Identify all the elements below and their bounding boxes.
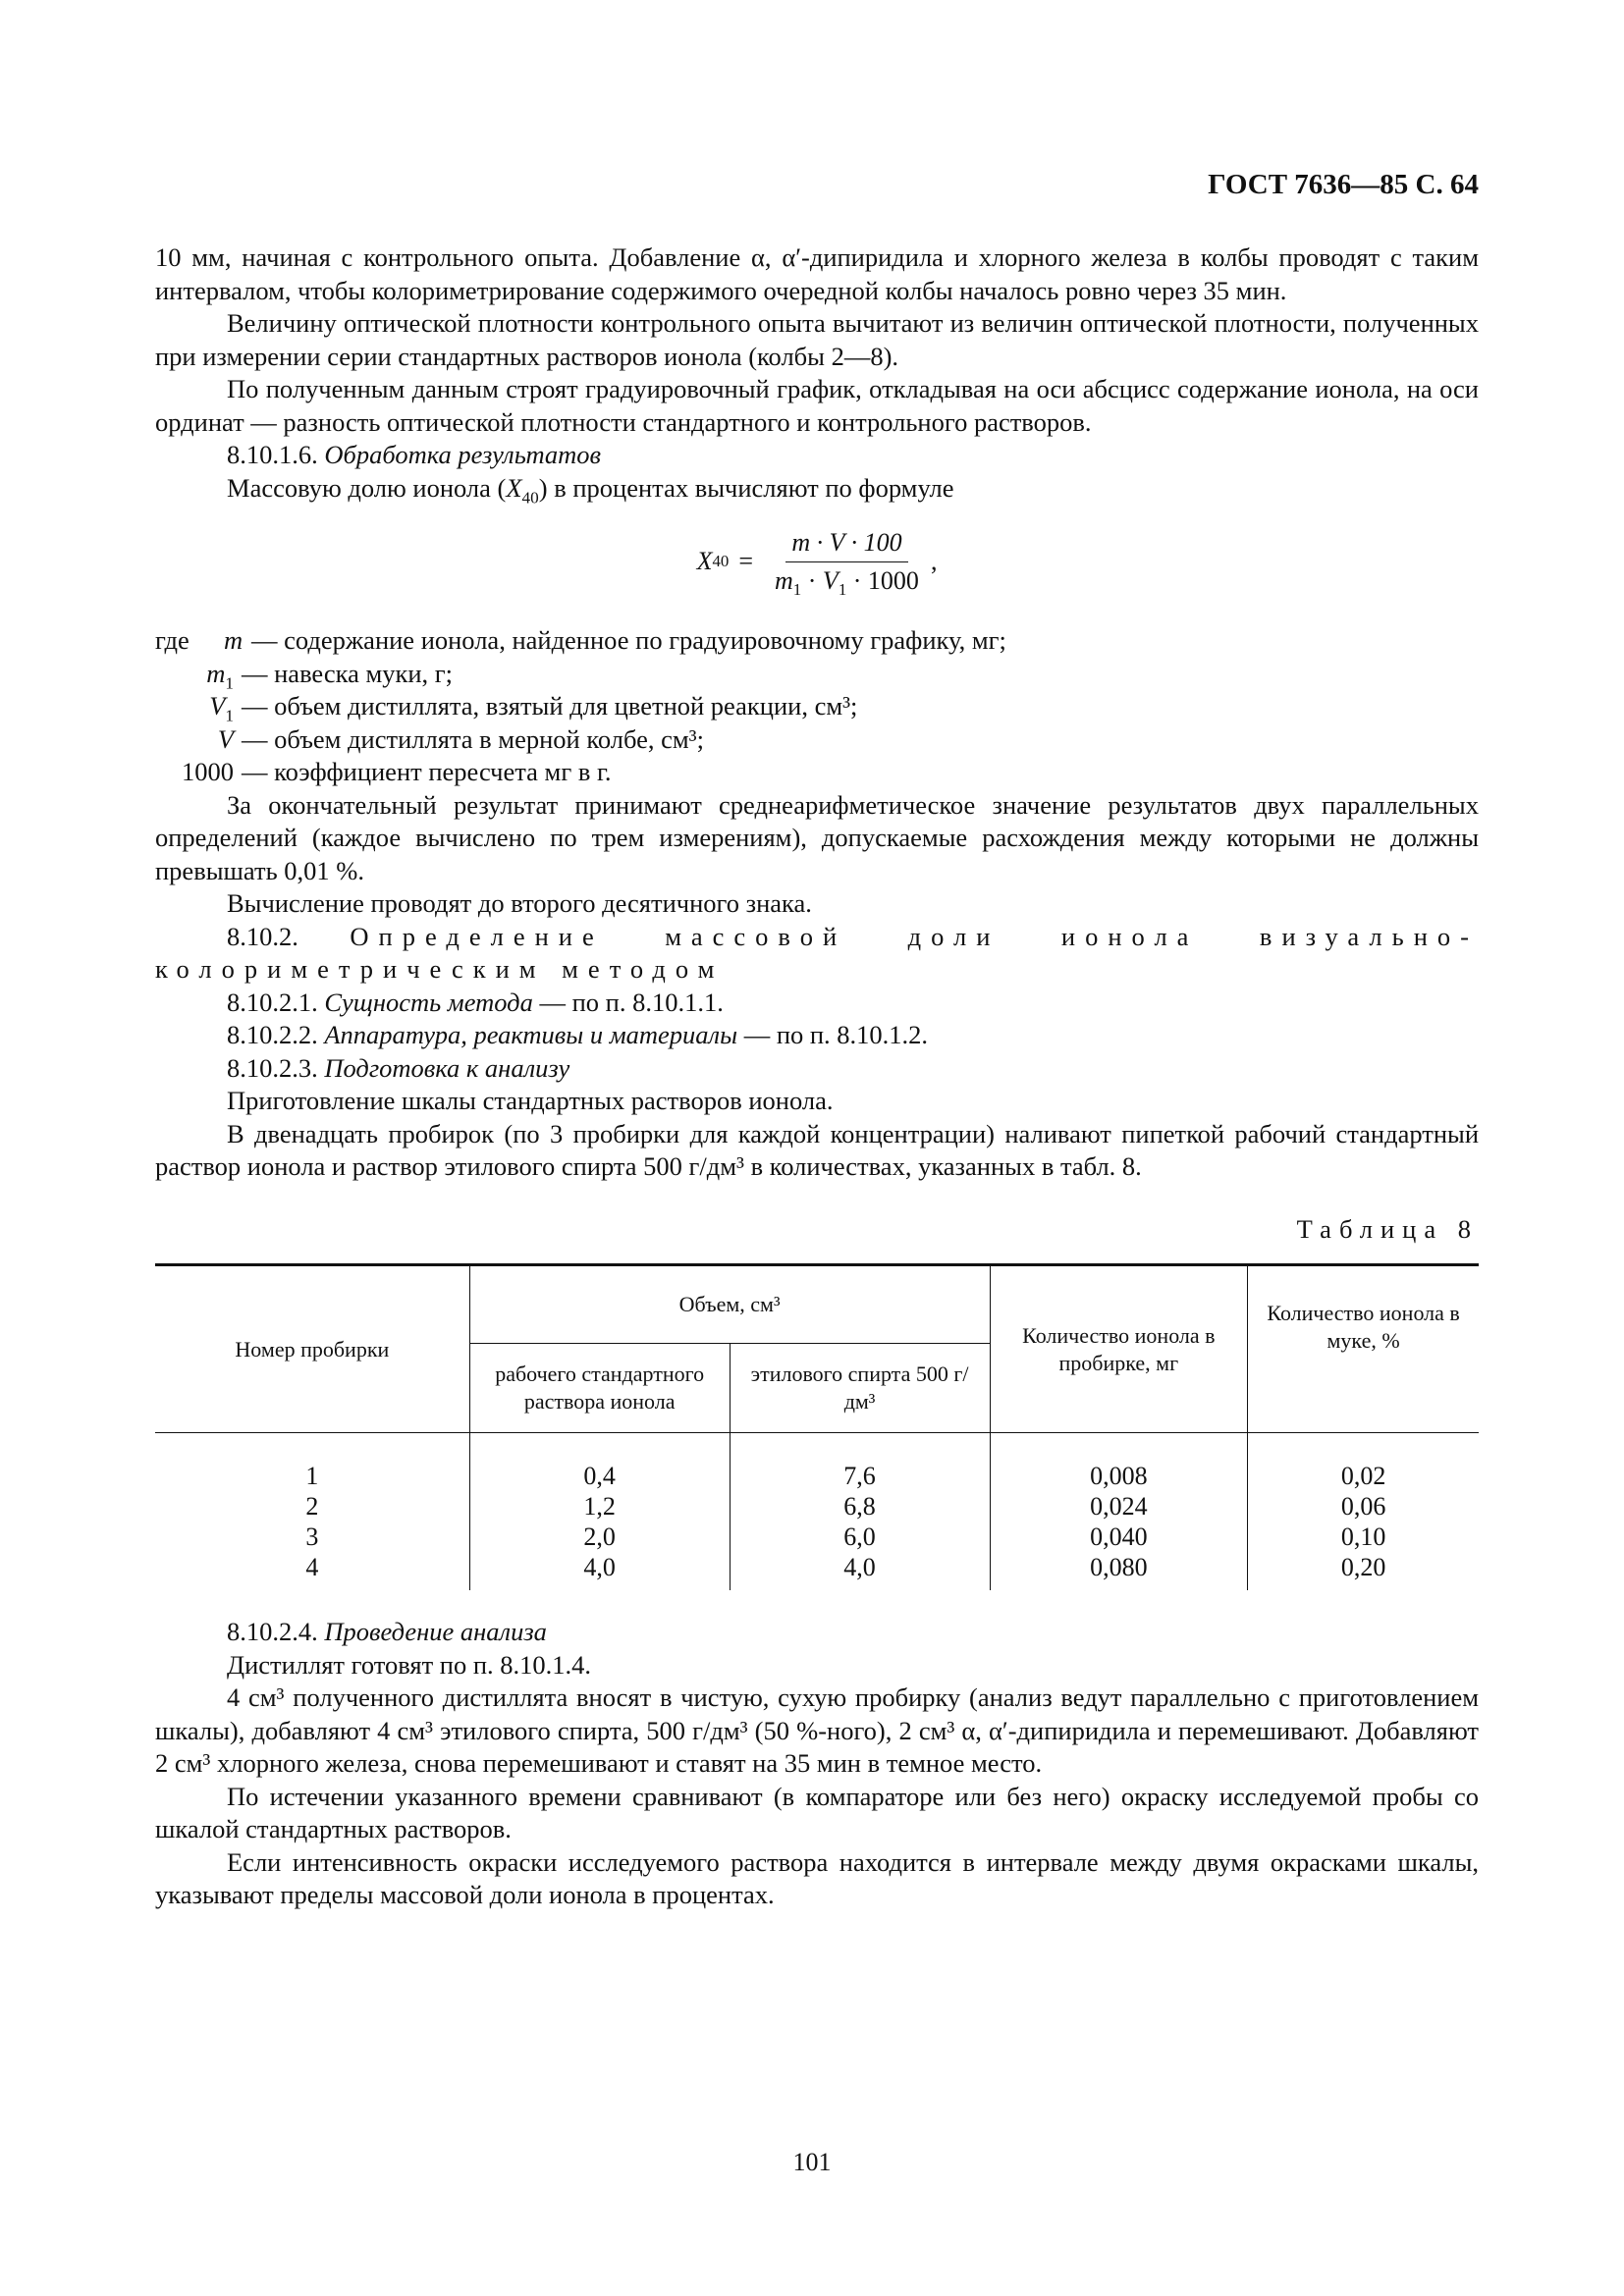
table-row: 4 4,0 4,0 0,080 0,20 [155, 1552, 1479, 1590]
definition-item: $m_1$ — навеска муки, г; [206, 658, 454, 692]
table-row: 2 1,2 6,8 0,024 0,06 [155, 1491, 1479, 1522]
page-header: ГОСТ 7636—85 С. 64 [1208, 169, 1479, 200]
data-table [155, 1263, 1479, 1590]
section-heading-8-10-2-1: 8.10.2.1. Сущность метода — по п. 8.10.1.1. [227, 987, 724, 1017]
section-heading-8-10-2-4: 8.10.2.4. Проведение анализа [227, 1617, 547, 1646]
table-caption: Таблица 8 [1296, 1213, 1479, 1244]
section-heading-8-10-1-6: 8.10.1.6. Обработка результатов [227, 440, 602, 469]
section-heading-8-10-2-3: 8.10.2.3. Подготовка к анализу [227, 1052, 570, 1083]
section-heading-8-10-2-2: 8.10.2.2. Аппаратура, реактивы и материалы — по п. 8.10.1.2. [227, 1020, 929, 1049]
paragraph: 10 мм, начиная с контрольного опыта. Добавление α, α′-дипиридила и хлорного железа в колбы проводят с таким интервалом, чтобы колориметрирование содержимого очередной колбы началось ровно через 35 мин. [155, 242, 1479, 305]
page-number: 101 [792, 2148, 832, 2176]
definition-item: где m — содержание ионола, найденное по градуировочному графику, мг; [155, 625, 1006, 655]
formula-lhs: X [696, 547, 713, 576]
definition-item: $V_1$ — объем дистиллята, взятый для цветной реакции, см³; [209, 691, 858, 725]
col-header-volume: Объем, см³ [469, 1265, 990, 1344]
formula-equals: = [738, 547, 754, 576]
col-header-working: рабочего стандартного раствора ионола [469, 1344, 730, 1433]
paragraph: 4 см³ полученного дистиллята вносят в чистую, сухую пробирку (анализ ведут параллельно с приготовлением шкалы), добавляют 4 см³ этилового спирта, 500 г/дм³ (50 %-ного), 2 см³ α, α′-дипиридила и перемешивают. Добавляют 2 см³ хлорного железа, снова перемешивают и ставят на 35 мин в темное место. [155, 1682, 1479, 1778]
table-row: 3 2,0 6,0 0,040 0,10 [155, 1522, 1479, 1552]
formula-numerator: m · V · 100 [785, 526, 907, 562]
definition-item: 1000 — коэффициент пересчета мг в г. [182, 757, 612, 786]
section-heading-8-10-2: 8.10.2. Определение массовой доли ионола визуально-колориметрическим методом [155, 921, 1479, 984]
paragraph: По полученным данным строят градуировочный график, откладывая на оси абсцисс содержание ионола, на оси ординат — разность оптической плотности стандартного и контрольного растворов. [155, 374, 1479, 437]
paragraph: По истечении указанного времени сравнивают (в компараторе или без него) окраску исследуемой пробы со шкалой стандартных растворов. [155, 1781, 1479, 1843]
document-body [155, 241, 1479, 1912]
paragraph: Если интенсивность окраски исследуемого раствора находится в интервале между двумя окрасками шкалы, указывают пределы массовой доли ионола в процентах. [155, 1846, 1479, 1909]
col-header-ionol-tube: Количество ионола в пробирке, мг [990, 1265, 1248, 1433]
col-header-ethanol: этилового спирта 500 г/дм³ [730, 1344, 990, 1433]
paragraph: В двенадцать пробирок (по 3 пробирки для каждой концентрации) наливают пипеткой рабочий стандартный раствор ионола и раствор этилового спирта 500 г/дм³ в количествах, указанных в табл. 8. [155, 1118, 1479, 1181]
table-row: 1 0,4 7,6 0,008 0,02 [155, 1433, 1479, 1492]
paragraph: Дистиллят готовят по п. 8.10.1.4. [227, 1649, 592, 1680]
formula-denominator: $m_1 \cdot V_1 \cdot 1000$ [775, 565, 919, 599]
formula-fraction [769, 526, 925, 597]
col-header-tube: Номер пробирки [235, 1336, 390, 1362]
definition-item: V — объем дистиллята в мерной колбе, см³; [217, 723, 704, 754]
paragraph: За окончательный результат принимают среднеарифметическое значение результатов двух параллельных определений (каждое вычислено по трем измерениям), допускаемые расхождения между которыми не должны превышать 0,01 %. [155, 789, 1479, 885]
formula-intro: Массовую долю ионола $(X_{40})$ в процентах вычисляют по формуле [227, 472, 954, 507]
paragraph: Вычисление проводят до второго десятичного знака. [227, 888, 812, 918]
paragraph: Приготовление шкалы стандартных растворов ионола. [227, 1086, 834, 1115]
col-header-ionol-flour: Количество ионола в муке, % [1248, 1265, 1479, 1433]
paragraph: Величину оптической плотности контрольного опыта вычитают из величин оптической плотности, полученных при измерении серии стандартных растворов ионола (колбы 2—8). [155, 308, 1479, 371]
formula: X 40 = $\frac{m \cdot V \cdot 100}{m_1 \cdot V_1 \cdot 1000}$ , [696, 528, 938, 599]
definitions-list [155, 624, 1479, 789]
